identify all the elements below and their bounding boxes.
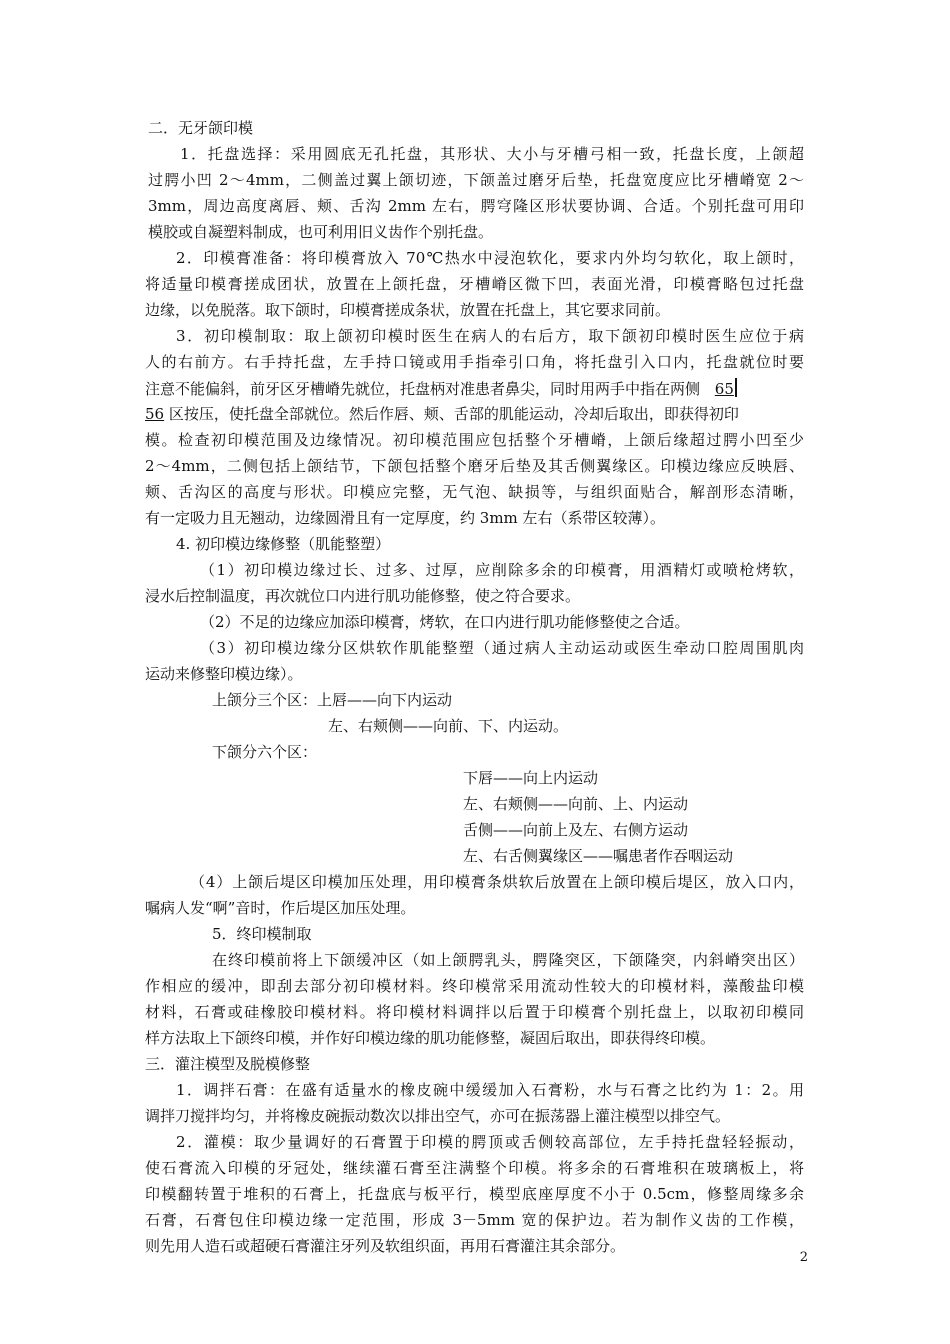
list-item: 下颌分六个区： [212, 743, 318, 761]
paragraph-line: 模。检查初印模范围及边缘情况。初印模范围应包括整个牙槽嵴，上颌后缘超过腭小凹至少 [145, 431, 804, 449]
paragraph-line: 模胶或自凝塑料制成，也可利用旧义齿作个别托盘。 [148, 223, 494, 241]
paragraph-line: 石膏，石膏包住印模边缘一定范围，形成 3－5mm 宽的保护边。若为制作义齿的工作模， [145, 1211, 804, 1229]
list-item: 左、右颊侧——向前、下、内运动。 [328, 717, 569, 735]
paragraph-line: 作相应的缓冲，即刮去部分初印模材料。终印模常采用流动性较大的印模材料，藻酸盐印模 [145, 977, 804, 995]
paragraph-line: 人的右前方。右手持托盘，左手持口镜或用手指牵引口角，将托盘引入口内，托盘就位时要 [145, 353, 804, 371]
section-heading-edentulous-impression: 二．无牙颌印模 [148, 119, 254, 137]
paragraph-text: 区按压，使托盘全部就位。然后作唇、颊、舌部的肌能运动，冷却后取出，即获得初印 [168, 405, 739, 423]
paragraph-line: 印模翻转置于堆积的石膏上，托盘底与板平行，模型底座厚度不小于 0.5cm，修整周缘多余 [145, 1185, 804, 1203]
paragraph-line: 2．印模膏准备：将印模膏放入 70℃热水中浸泡软化，要求内外均匀软化，取上颌时， [176, 249, 804, 267]
paragraph-line [145, 404, 739, 424]
paragraph-line: 将适量印模膏搓成团状，放置在上颌托盘，牙槽嵴区微下凹，表面光滑，印模膏略包过托盘 [145, 275, 804, 293]
paragraph-line: （1）初印模边缘过长、过多、过厚，应削除多余的印模膏，用酒精灯或喷枪烤软， [200, 561, 804, 579]
paragraph-line: 材料，石膏或硅橡胶印模材料。将印模材料调拌以后置于印模膏个别托盘上，以取初印模同 [145, 1003, 804, 1021]
paragraph-line: 2．灌模：取少量调好的石膏置于印模的腭顶或舌侧较高部位，左手持托盘轻轻振动， [176, 1133, 804, 1151]
paragraph-line: 嘱病人发“啊”音时，作后堤区加压处理。 [145, 899, 416, 917]
paragraph-line: 1．调拌石膏：在盛有适量水的橡皮碗中缓缓加入石膏粉，水与石膏之比约为 1：2。用 [176, 1081, 804, 1099]
paragraph-line: 颊、舌沟区的高度与形状。印模应完整，无气泡、缺损等，与组织面贴合，解剖形态清晰， [145, 483, 804, 501]
paragraph-line: 使石膏流入印模的牙冠处，继续灌石膏至注满整个印模。将多余的石膏堆积在玻璃板上，将 [145, 1159, 804, 1177]
paragraph-text: 注意不能偏斜，前牙区牙槽嵴先就位，托盘柄对准患者鼻尖，同时用两手中指在两侧 [145, 380, 701, 398]
paragraph-line: 2～4mm，二侧包括上颌结节，下颌包括整个磨牙后垫及其舌侧翼缘区。印模边缘应反映唇、 [145, 457, 804, 475]
list-item: 上颌分三个区：上唇——向下内运动 [212, 691, 453, 709]
subsection-heading: 4. 初印模边缘修整（肌能整塑） [176, 535, 391, 553]
list-item: 下唇——向上内运动 [463, 769, 599, 787]
paragraph-line: （4）上颌后堤区印模加压处理，用印模膏条烘软后放置在上颌印模后堤区，放入口内， [190, 873, 804, 891]
paragraph-line: 运动来修整印模边缘）。 [145, 665, 303, 683]
paragraph-line: 3mm，周边高度离唇、颊、舌沟 2mm 左右，腭穹隆区形状要协调、合适。个别托盘可用印 [148, 197, 804, 215]
paragraph-line: 1．托盘选择：采用圆底无孔托盘，其形状、大小与牙槽弓相一致，托盘长度，上颌超 [180, 145, 804, 163]
paragraph-line: 过腭小凹 2～4mm，二侧盖过翼上颌切迹，下颌盖过磨牙后垫，托盘宽度应比牙槽嵴宽 2～ [148, 171, 804, 189]
paragraph-line: 样方法取上下颌终印模，并作好印模边缘的肌功能修整，凝固后取出，即获得终印模。 [145, 1029, 716, 1047]
paragraph-line: 则先用人造石或超硬石膏灌注牙列及软组织面，再用石膏灌注其余部分。 [145, 1237, 626, 1255]
paragraph-line: 在终印模前将上下颌缓冲区（如上颌腭乳头，腭隆突区，下颌隆突，内斜嵴突出区） [212, 951, 804, 969]
subsection-heading: 5．终印模制取 [212, 925, 312, 943]
paragraph-line: 调拌刀搅拌均匀，并将橡皮碗振动数次以排出空气，亦可在振荡器上灌注模型以排空气。 [145, 1107, 731, 1125]
paragraph-line: 边缘，以免脱落。取下颌时，印模膏搓成条状，放置在托盘上，其它要求同前。 [145, 301, 671, 319]
paragraph-line: 有一定吸力且无翘动，边缘圆滑且有一定厚度，约 3mm 左右（系带区较薄）。 [145, 509, 666, 527]
text-cursor [735, 378, 737, 397]
paragraph-line: （2）不足的边缘应加添印模膏，烤软，在口内进行肌功能修整使之合适。 [200, 613, 690, 631]
paragraph-line: 浸水后控制温度，再次就位口内进行肌功能修整，使之符合要求。 [145, 587, 581, 605]
section-heading-model-pouring: 三．灌注模型及脱模修整 [145, 1055, 311, 1073]
tooth-position-notation: 56 [145, 405, 165, 423]
list-item: 左、右颊侧——向前、上、内运动 [463, 795, 689, 813]
page-number: 2 [799, 1250, 808, 1265]
list-item: 舌侧——向前上及左、右侧方运动 [463, 821, 689, 839]
list-item: 左、右舌侧翼缘区——嘱患者作吞咽运动 [463, 847, 734, 865]
paragraph-line: （3）初印模边缘分区烘软作肌能整塑（通过病人主动运动或医生牵动口腔周围肌肉 [200, 639, 804, 657]
paragraph-line [145, 378, 737, 399]
tooth-position-notation: 65 [714, 380, 734, 398]
paragraph-line: 3．初印模制取：取上颌初印模时医生在病人的右后方，取下颌初印模时医生应位于病 [176, 327, 804, 345]
